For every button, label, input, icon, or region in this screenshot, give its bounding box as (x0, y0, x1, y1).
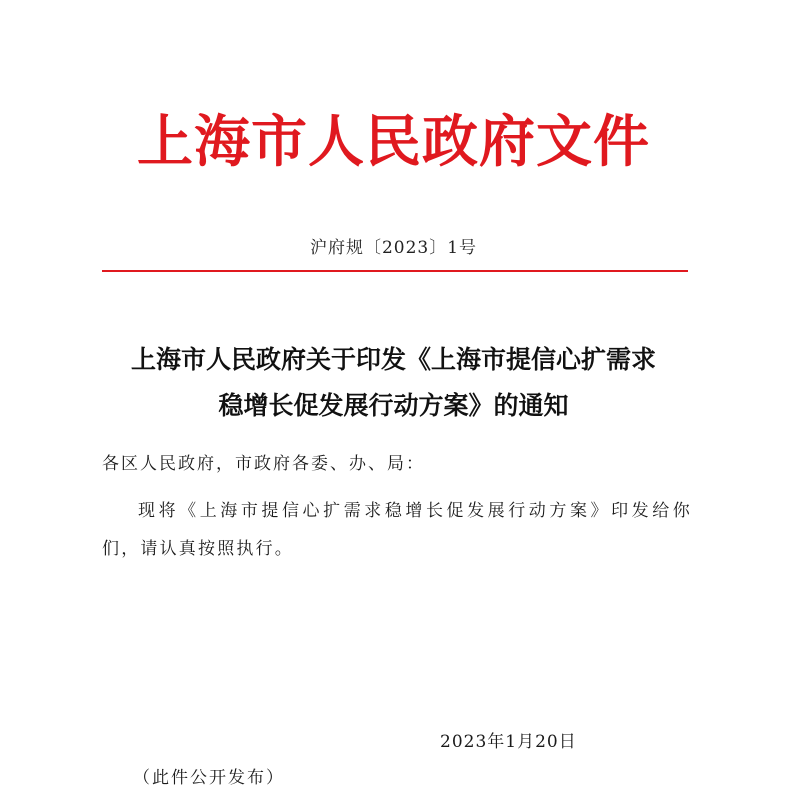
public-release-note: （此件公开发布） (133, 768, 285, 788)
document-header-title: 上海市人民政府文件 (137, 109, 650, 175)
notice-title-line-2: 稳增长促发展行动方案》的通知 (218, 391, 569, 420)
notice-title (0, 337, 787, 429)
salutation: 各区人民政府，市政府各委、办、局： (102, 454, 425, 474)
issue-date: 2023年1月20日 (440, 732, 577, 752)
red-divider-line (102, 270, 688, 272)
document-number: 沪府规〔2023〕1号 (309, 238, 478, 258)
notice-title-line-1: 上海市人民政府关于印发《上海市提信心扩需求 (130, 345, 656, 374)
body-paragraph: 现将《上海市提信心扩需求稳增长促发展行动方案》印发给你们，请认真按照执行。 (102, 501, 692, 559)
